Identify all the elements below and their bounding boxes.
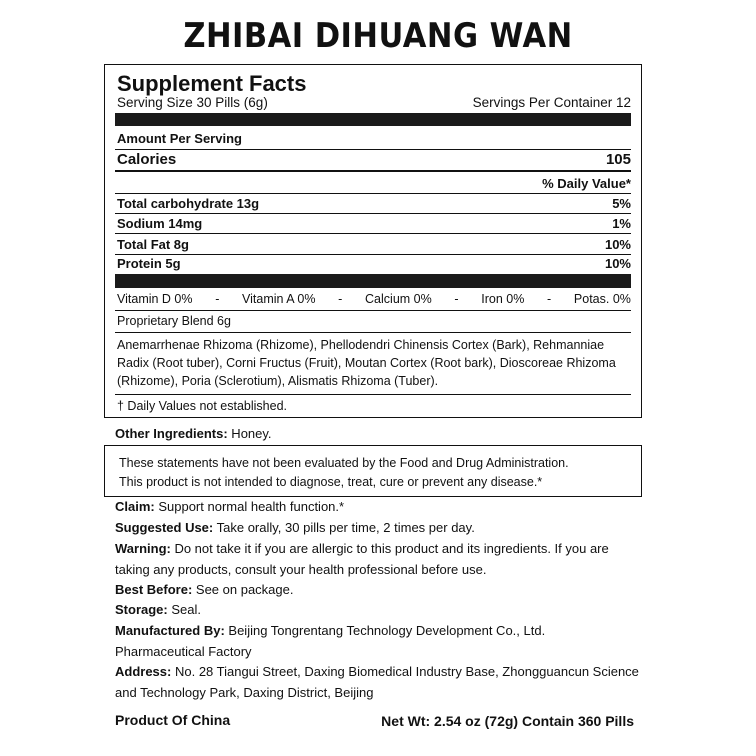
facts-header: Supplement Facts [117,71,307,96]
storage-text: Seal. [167,602,201,617]
fda-disclaimer-box [104,445,642,497]
disclaimer-line: These statements have not been evaluated by the Food and Drug Administration. [119,456,569,470]
suggested-use [115,518,655,539]
nutrient-dv: 5% [612,196,631,211]
product-origin: Product Of China [115,712,231,728]
vitamin-d: Vitamin D 0% [117,292,193,306]
warning-label: Warning: [115,541,171,556]
dv-note: † Daily Values not established. [117,399,288,413]
calories-label: Calories [117,151,177,168]
calcium: Calcium 0% [365,292,432,306]
address-text: No. 28 Tiangui Street, Daxing Biomedical Industry Base, Zhongguancun Science and Technology Park, Daxing District, Beijing [115,664,639,700]
manufactured-by-label: Manufactured By: [115,623,225,638]
nutrient-dv: 1% [612,216,631,231]
divider [115,193,631,194]
claim-text: Support normal health function.* [154,499,345,514]
proprietary-blend: Proprietary Blend 6g [117,314,231,328]
other-ingredients-text: Honey. [227,426,272,441]
disclaimer-line: This product is not intended to diagnose, treat, cure or prevent any disease.* [119,475,543,489]
separator: - [547,292,552,306]
divider [115,233,631,234]
serving-size: Serving Size 30 Pills (6g) [117,95,268,110]
separator: - [454,292,459,306]
address [115,662,655,704]
suggested-use-label: Suggested Use: [115,520,214,535]
claim [115,497,655,518]
best-before-label: Best Before: [115,582,193,597]
claim-label: Claim: [115,499,155,514]
divider [115,394,631,395]
separator: - [338,292,343,306]
manufactured-by [115,621,575,663]
warning [115,539,635,581]
nutrient-label: Sodium 14mg [117,216,203,231]
dv-header: % Daily Value* [542,176,631,191]
product-title: ZHIBAI DIHUANG WAN [183,16,573,56]
best-before-text: See on package. [192,582,294,597]
net-weight: Net Wt: 2.54 oz (72g) Contain 360 Pills [381,713,634,729]
amount-per-serving: Amount Per Serving [117,131,242,146]
nutrient-dv: 10% [604,256,631,271]
divider [115,332,631,333]
warning-text: Do not take it if you are allergic to this product and its ingredients. If you are taking any products, consult your health professional before use. [115,541,609,577]
ingredients-list: Anemarrhenae Rhizoma (Rhizome), Phellodendri Chinensis Cortex (Bark), Rehmanniae Radix (Root tuber), Corni Fructus (Fruit), Moutan Cortex (Root bark), Dioscoreae Rhizoma (Rhizome), Poria (Sclerotium), Alismatis Rhizoma (Tuber). [117,338,616,388]
servings-per-container: Servings Per Container 12 [472,95,631,110]
divider [115,310,631,311]
other-ingredients-label: Other Ingredients: [115,426,228,441]
storage-label: Storage: [115,602,168,617]
best-before [115,580,655,601]
divider [115,149,631,150]
divider [115,170,631,172]
nutrient-dv: 10% [604,237,631,252]
potassium: Potas. 0% [573,292,631,306]
manufactured-by-text: Beijing Tongrentang Technology Development Co., Ltd. Pharmaceutical Factory [115,623,546,659]
divider [115,213,631,214]
nutrient-label: Total Fat 8g [117,237,189,252]
thick-divider [115,113,631,126]
thick-divider [115,274,631,288]
suggested-use-text: Take orally, 30 pills per time, 2 times per day. [213,520,475,535]
separator: - [215,292,220,306]
supplement-facts-panel [104,64,642,418]
iron: Iron 0% [481,292,525,306]
nutrient-label: Protein 5g [117,256,181,271]
divider [115,254,631,255]
address-label: Address: [115,664,172,679]
calories-value: 105 [605,151,631,168]
vitamins-row [117,292,631,306]
vitamin-a: Vitamin A 0% [242,292,316,306]
nutrient-label: Total carbohydrate 13g [117,196,260,211]
storage [115,600,655,621]
other-ingredients [115,426,272,441]
